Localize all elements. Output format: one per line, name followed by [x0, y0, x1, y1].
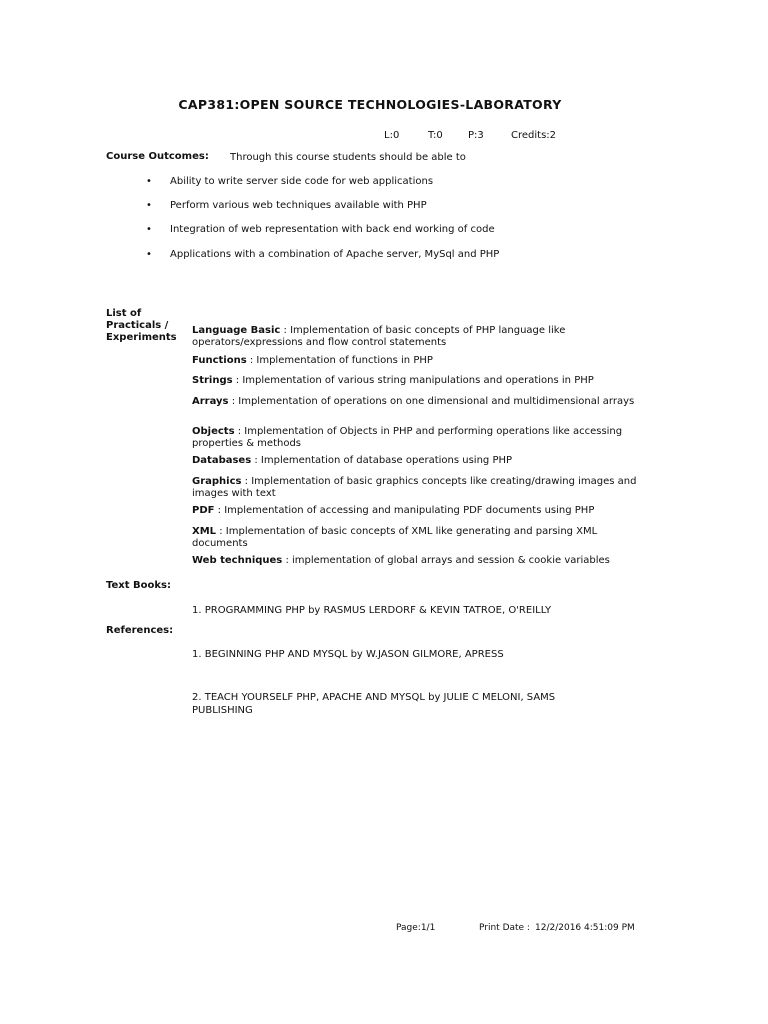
practical-item: Functions : Implementation of functions in PHP [192, 355, 433, 366]
outcome-item: • Integration of web representation with back end working of code [146, 224, 495, 235]
bullet-icon: • [146, 224, 152, 235]
practical-item: Strings : Implementation of various string manipulations and operations in PHP [192, 375, 594, 386]
practical-item: Language Basic : Implementation of basic concepts of PHP language like operators/expressions and flow control statements [192, 325, 566, 348]
practicals-label: List of Practicals / Experiments [106, 308, 177, 343]
practical-hours: P:3 [468, 130, 484, 141]
practical-item: Objects : Implementation of Objects in PHP and performing operations like accessing properties & methods [192, 426, 623, 449]
practical-item: PDF : Implementation of accessing and manipulating PDF documents using PHP [192, 505, 595, 516]
bullet-icon: • [146, 249, 152, 260]
practical-item: XML : Implementation of basic concepts of XML like generating and parsing XML documents [192, 526, 598, 549]
outcome-item: • Perform various web techniques available with PHP [146, 200, 427, 211]
bullet-icon: • [146, 176, 152, 187]
print-date: 12/2/2016 4:51:09 PM [535, 923, 635, 933]
practical-item: Web techniques : implementation of global arrays and session & cookie variables [192, 555, 610, 566]
practical-item: Graphics : Implementation of basic graphics concepts like creating/drawing images and images with text [192, 476, 637, 499]
practical-item: Arrays : Implementation of operations on one dimensional and multidimensional arrays [192, 396, 635, 407]
textbook-item: 1. PROGRAMMING PHP by RASMUS LERDORF & KEVIN TATROE, O'REILLY [192, 605, 552, 616]
outcomes-label: Course Outcomes: [106, 151, 209, 162]
reference-item: 2. TEACH YOURSELF PHP, APACHE AND MYSQL by JULIE C MELONI, SAMS PUBLISHING [192, 692, 556, 716]
textbooks-label: Text Books: [106, 580, 171, 591]
lecture-hours: L:0 [384, 130, 400, 141]
tutorial-hours: T:0 [428, 130, 443, 141]
outcomes-intro: Through this course students should be able to [230, 152, 466, 163]
outcome-item: • Applications with a combination of Apache server, MySql and PHP [146, 249, 500, 260]
outcome-item: • Ability to write server side code for web applications [146, 176, 434, 187]
references-label: References: [106, 625, 174, 636]
bullet-icon: • [146, 200, 152, 211]
practical-item: Databases : Implementation of database operations using PHP [192, 455, 513, 466]
reference-item: 1. BEGINNING PHP AND MYSQL by W.JASON GILMORE, APRESS [192, 649, 504, 660]
print-date-label: Print Date : [479, 923, 530, 933]
credits: Credits:2 [511, 130, 557, 141]
page-number: Page:1/1 [396, 923, 436, 933]
page-title: CAP381:OPEN SOURCE TECHNOLOGIES-LABORATORY [178, 97, 562, 112]
